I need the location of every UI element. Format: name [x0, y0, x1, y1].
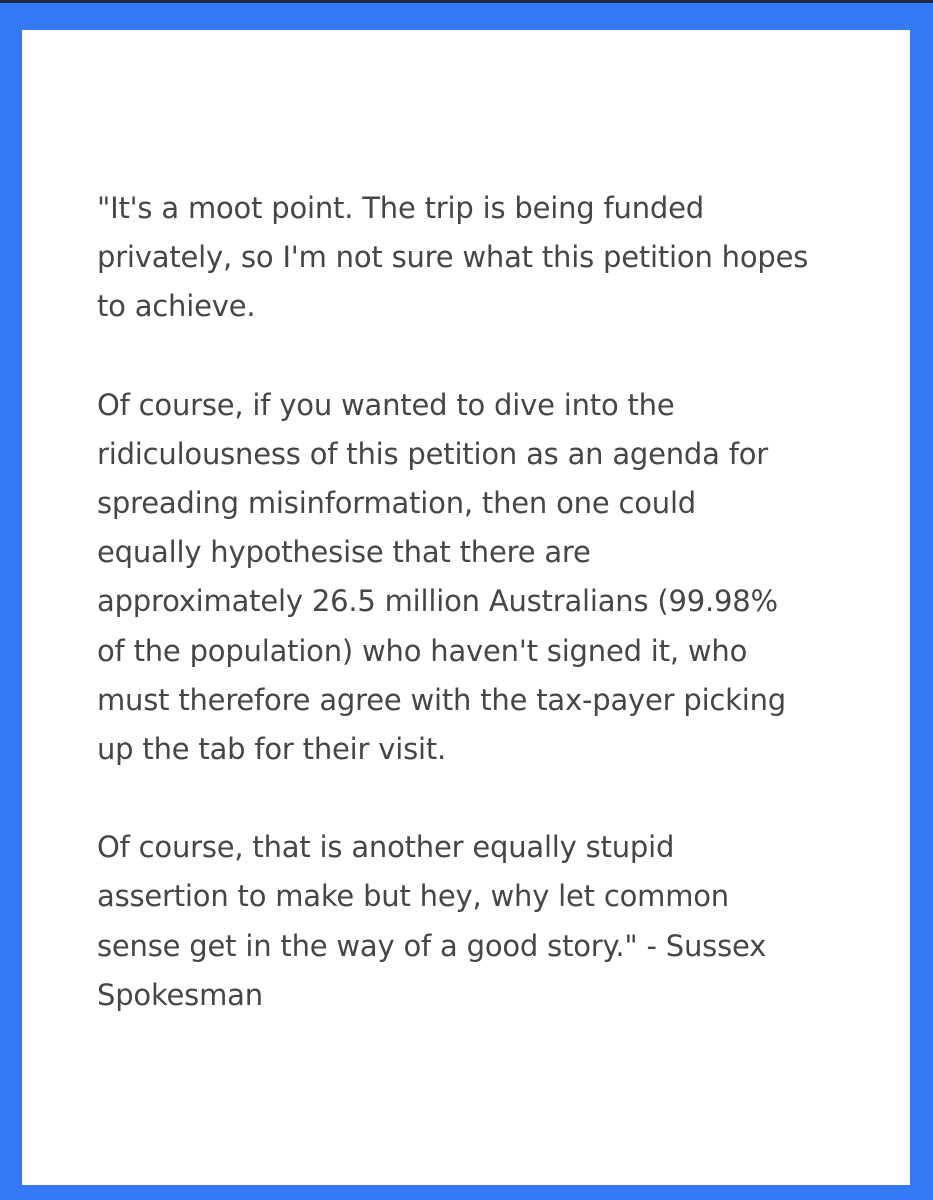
text-line: "It's a moot point. The trip is being funded	[97, 191, 704, 225]
paragraph-1	[97, 184, 897, 332]
top-edge-strip	[0, 0, 933, 3]
text-line: to achieve.	[97, 289, 256, 324]
text-line: ridiculousness of this petition as an agenda for	[97, 436, 769, 471]
text-line: approximately 26.5 million Australians (99.98%	[97, 584, 778, 619]
text-line: Spokesman	[97, 977, 263, 1012]
text-line: privately, so I'm not sure what this petition hopes	[97, 240, 809, 275]
text-line: of the population) who haven't signed it, who	[97, 633, 748, 668]
quote-text	[97, 184, 897, 1020]
paragraph-3	[97, 823, 897, 1020]
text-line: assertion to make but hey, why let common	[97, 879, 729, 914]
text-line: sense get in the way of a good story." - Sussex	[97, 928, 767, 963]
text-line: Of course, that is another equally stupid	[97, 830, 675, 865]
quote-card	[22, 30, 910, 1185]
text-line: spreading misinformation, then one could	[97, 486, 697, 521]
text-line: must therefore agree with the tax-payer picking	[97, 682, 787, 717]
text-line: Of course, if you wanted to dive into the	[97, 387, 675, 422]
text-line: equally hypothesise that there are	[97, 535, 591, 570]
text-line: up the tab for their visit.	[97, 732, 447, 767]
paragraph-2	[97, 381, 897, 775]
